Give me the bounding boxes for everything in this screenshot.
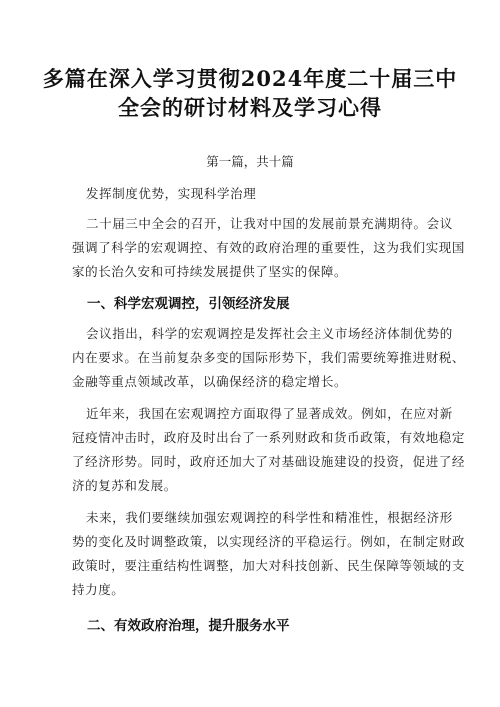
paragraph-line: 政策时，要注重结构性调整，加大对科技创新、民生保障等领域的支 (72, 558, 466, 573)
paragraph-line: 会议指出，科学的宏观调控是发挥社会主义市场经济体制优势的 (86, 326, 453, 341)
paragraph-line: 了经济形势。同时，政府还加大了对基础设施建设的投资，促进了经 (72, 454, 466, 469)
document-subtitle: 第一篇，共十篇 (206, 154, 294, 169)
document-title-line-2: 全会的研讨材料及学习心得 (118, 95, 382, 120)
paragraph-line: 金融等重点领域改革，以确保经济的稳定增长。 (72, 374, 348, 389)
section-heading-1: 一、科学宏观调控，引领经济发展 (87, 296, 290, 312)
paragraph-line: 内在要求。在当前复杂多变的国际形势下，我们需要统筹推进财税、 (72, 350, 466, 365)
paragraph-line: 强调了科学的宏观调控、有效的政府治理的重要性，这为我们实现国 (72, 240, 466, 255)
paragraph-line: 二十届三中全会的召开，让我对中国的发展前景充满期待。会议 (86, 216, 453, 231)
paragraph-line: 持力度。 (72, 582, 125, 597)
paragraph-line: 势的变化及时调整政策，以实现经济的平稳运行。例如，在制定财政 (72, 534, 466, 549)
document-title-line-1: 多篇在深入学习贯彻2024年度二十届三中 (42, 66, 458, 91)
section-heading-2: 二、有效政府治理，提升服务水平 (87, 618, 290, 634)
paragraph-line: 济的复苏和发展。 (72, 478, 177, 493)
paragraph-line: 近年来，我国在宏观调控方面取得了显著成效。例如，在应对新 (86, 406, 453, 421)
paragraph-line: 未来，我们要继续加强宏观调控的科学性和精准性，根据经济形 (86, 510, 453, 525)
paragraph-line: 冠疫情冲击时，政府及时出台了一系列财政和货币政策，有效地稳定 (72, 430, 466, 445)
section-lead: 发挥制度优势，实现科学治理 (86, 186, 257, 201)
paragraph-line: 家的长治久安和可持续发展提供了坚实的保障。 (72, 264, 348, 279)
